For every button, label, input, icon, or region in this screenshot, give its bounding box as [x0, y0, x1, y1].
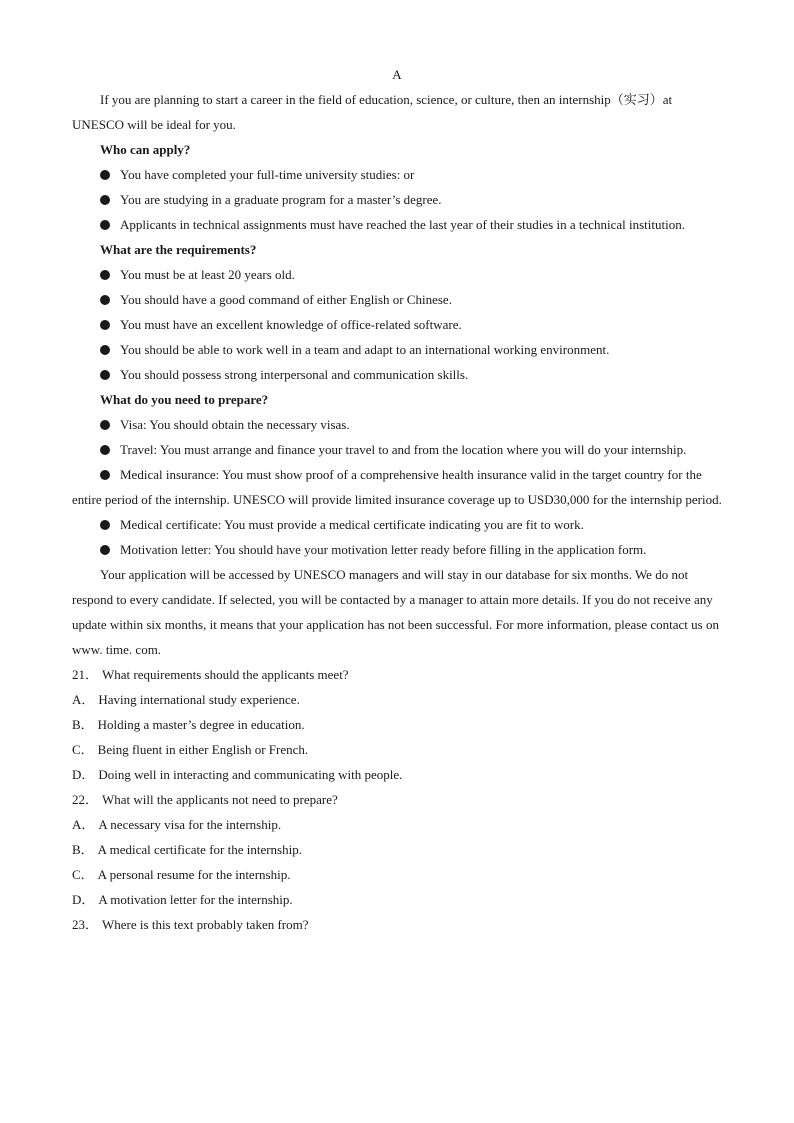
bullet-text: You have completed your full-time university studies: or — [120, 167, 415, 182]
bullet-dot-icon — [100, 320, 110, 330]
bullet-text: You are studying in a graduate program for a master’s degree. — [120, 192, 442, 207]
bullet-dot-icon — [100, 220, 110, 230]
bullet-item — [72, 187, 722, 212]
answer-option — [72, 737, 722, 762]
bullet-item — [72, 212, 722, 237]
bullet-item — [72, 312, 722, 337]
question — [72, 662, 722, 687]
question-number: 21． — [72, 667, 99, 682]
bullet-item — [72, 462, 722, 512]
option-letter: D． — [72, 892, 95, 907]
answer-option — [72, 837, 722, 862]
answer-option — [72, 812, 722, 837]
bullet-item — [72, 537, 722, 562]
bullet-text: Motivation letter: You should have your motivation letter ready before filling in the application form. — [120, 542, 647, 557]
question-number: 23． — [72, 917, 99, 932]
question-text: What requirements should the applicants meet? — [102, 667, 349, 682]
bullet-item — [72, 162, 722, 187]
answer-option — [72, 687, 722, 712]
option-letter: A． — [72, 692, 95, 707]
bullet-item — [72, 337, 722, 362]
bullet-dot-icon — [100, 470, 110, 480]
sections — [72, 137, 722, 562]
question — [72, 912, 722, 937]
question-number: 22． — [72, 792, 99, 807]
section-letter: A — [392, 67, 402, 82]
question-text: Where is this text probably taken from? — [102, 917, 309, 932]
bullet-dot-icon — [100, 420, 110, 430]
section-heading: Who can apply? — [100, 142, 191, 157]
option-letter: A． — [72, 817, 95, 832]
bullet-text: You should have a good command of either English or Chinese. — [120, 292, 452, 307]
bullet-item — [72, 512, 722, 537]
bullet-text: Medical certificate: You must provide a medical certificate indicating you are fit to work. — [120, 517, 584, 532]
bullet-dot-icon — [100, 370, 110, 380]
option-text: Doing well in interacting and communicating with people. — [98, 767, 403, 782]
bullet-item — [72, 412, 722, 437]
bullet-dot-icon — [100, 270, 110, 280]
bullet-text: You should be able to work well in a team and adapt to an international working environment. — [120, 342, 610, 357]
option-letter: B． — [72, 842, 94, 857]
section-heading: What do you need to prepare? — [100, 392, 269, 407]
question — [72, 787, 722, 812]
bullet-dot-icon — [100, 295, 110, 305]
bullet-text: You must have an excellent knowledge of office-related software. — [120, 317, 462, 332]
bullet-item — [72, 362, 722, 387]
bullet-dot-icon — [100, 520, 110, 530]
option-letter: C． — [72, 742, 94, 757]
bullet-dot-icon — [100, 345, 110, 355]
option-text: A personal resume for the internship. — [97, 867, 291, 882]
bullet-dot-icon — [100, 445, 110, 455]
question-text: What will the applicants not need to prepare? — [102, 792, 338, 807]
option-text: Being fluent in either English or French. — [97, 742, 309, 757]
option-letter: B． — [72, 717, 94, 732]
closing-paragraph: Your application will be accessed by UNESCO managers and will stay in our database for six months. We do not respond to every candidate. If selected, you will be contacted by a manager to attain more details. If you do not receive any update within six months, it means that your application has not been successful. For more information, please contact us on www. time. com. — [72, 567, 719, 657]
bullet-item — [72, 262, 722, 287]
answer-option — [72, 762, 722, 787]
option-text: A motivation letter for the internship. — [98, 892, 293, 907]
bullet-dot-icon — [100, 545, 110, 555]
option-letter: C． — [72, 867, 94, 882]
option-text: A necessary visa for the internship. — [98, 817, 282, 832]
questions — [72, 662, 722, 937]
answer-option — [72, 712, 722, 737]
bullet-item — [72, 437, 722, 462]
document-page — [72, 62, 722, 937]
bullet-dot-icon — [100, 170, 110, 180]
option-text: Having international study experience. — [98, 692, 300, 707]
bullet-item — [72, 287, 722, 312]
section-heading: What are the requirements? — [100, 242, 257, 257]
bullet-text: You should possess strong interpersonal and communication skills. — [120, 367, 469, 382]
answer-option — [72, 862, 722, 887]
bullet-text: Medical insurance: You must show proof of a comprehensive health insurance valid in the target country for the entire period of the internship. UNESCO will provide limited insurance coverage up to USD30,000 for the internship period. — [72, 467, 722, 507]
bullet-text: Applicants in technical assignments must have reached the last year of their studies in a technical institution. — [120, 217, 685, 232]
answer-option — [72, 887, 722, 912]
option-letter: D． — [72, 767, 95, 782]
intro-paragraph: If you are planning to start a career in the field of education, science, or culture, then an internship（实习）at UNESCO will be ideal for you. — [72, 92, 673, 132]
bullet-text: You must be at least 20 years old. — [120, 267, 295, 282]
bullet-text: Visa: You should obtain the necessary visas. — [120, 417, 350, 432]
bullet-text: Travel: You must arrange and finance your travel to and from the location where you will do your internship. — [120, 442, 687, 457]
option-text: Holding a master’s degree in education. — [97, 717, 305, 732]
option-text: A medical certificate for the internship. — [97, 842, 302, 857]
bullet-dot-icon — [100, 195, 110, 205]
